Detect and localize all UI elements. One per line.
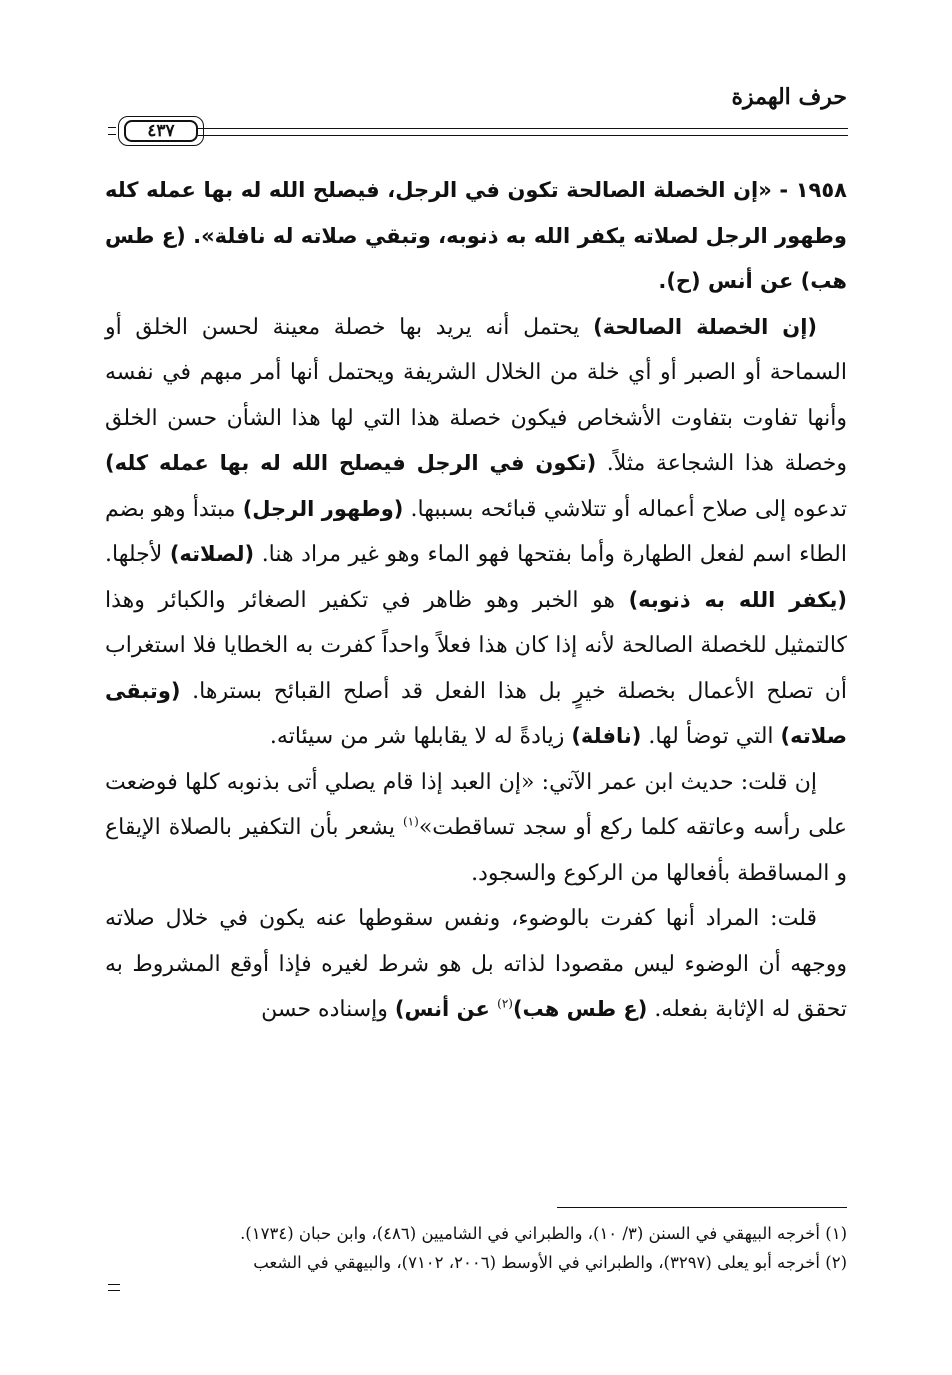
commentary-quote: (إن الخصلة الصالحة) [593,314,817,339]
commentary-quote: (لصلاته) [169,542,255,566]
entry-dash: - [771,178,796,202]
answer-text-end: وإسناده حسن [261,997,395,1022]
answer-text: قلت: المراد أنها كفرت بالوضوء، ونفس سقوطها عنه يكون في خلال صلاته ووجهه أن الوضوء ليس مقصودا لذاته بل هو شرط لغيره فإذا أوقع المشروط به تحقق له الإثابة بفعله. [105,906,847,1022]
commentary-paragraph [105,305,847,760]
hadith-source: . (ع طس هب) عن أنس (ح). [105,223,847,293]
footnotes [105,1219,847,1277]
page-number: ٤٣٧ [124,120,198,142]
hadith-entry [105,168,847,305]
commentary-text: زيادةً له لا يقابلها شر من سيئاته. [269,724,572,749]
commentary-text: مبتدأ وهو بضم الطاء اسم لفعل الطهارة وأما بفتحها فهو الماء وهو غير مراد هنا. [105,496,848,567]
commentary-quote: (وتبقى صلاته) [105,678,847,748]
commentary-text: هو الخبر وهو ظاهر في تكفير الصغائر والكبائر وهذا كالتمثيل للخصلة الصالحة لأنه إذا كان هذا فعلاً واحداً كفرت به الخطايا فلا استغراب أن تصلح الأعمال بخصلة خيرٍ بل هذا الفعل قد أصلح القبائح بسترها. [105,587,847,704]
question-paragraph [105,760,847,897]
header-rule-dash [108,127,116,135]
footnote-rule [557,1207,847,1208]
footnote-1: (١) أخرجه البيهقي في السنن (٣/ ١٠)، والطبراني في الشاميين (٤٨٦)، وابن حبان (١٧٣٤). [240,1224,847,1243]
commentary-text: يحتمل أنه يريد بها خصلة معينة لحسن الخلق أو السماحة أو الصبر أو أي خلة من الخلال الشريفة ويحتمل أنها أمر مبهم في نفسه وأنها تفاوت بتفاوت الأشخاص فيكون خصلة هذا التي لها هذا الشأن حسن الخلق وخصلة هذا الشجاعة مثلاً. [105,314,847,476]
continuation-mark [108,1284,120,1291]
footnote-ref-1: (١) [402,814,419,829]
question-text: إن قلت: حديث ابن عمر الآتي: «إن العبد إذا قام يصلي أتى بذنوبه كلها فوضعت على رأسه وعاتقه كلما ركع أو سجد تساقطت» [105,769,847,840]
commentary-text: تدعوه إلى صلاح أعماله أو تتلاشي قبائحه بسببها. [403,496,847,522]
commentary-quote: (تكون في الرجل فيصلح الله له بها عمله كله) [105,451,597,475]
header-rule [108,120,848,144]
commentary-text: التي توضأ لها. [641,724,781,749]
commentary-text: لأجلها. [105,542,170,567]
hadith-text: «إن الخصلة الصالحة تكون في الرجل، فيصلح الله له بها عمله كله وطهور الرجل لصلاته يكفر الله به ذنوبه، وتبقي صلاته له نافلة» [105,178,847,248]
entry-number: ١٩٥٨ [795,178,847,202]
header-double-line [198,128,848,136]
answer-paragraph [105,896,847,1033]
page-header-title: حرف الهمزة [731,84,847,110]
answer-source-narrator: عن أنس) [394,997,498,1021]
commentary-quote: (يكفر الله به ذنوبه) [628,587,848,612]
footnote-2: (٢) أخرجه أبو يعلى (٣٢٩٧)، والطبراني في الأوسط (٢٠٠٦، ٧١٠٢)، والبيهقي في الشعب [253,1253,847,1272]
commentary-quote: (نافلة) [571,724,642,748]
commentary-quote: (وطهور الرجل) [242,496,404,521]
answer-source: (ع طس هب) [512,997,648,1021]
question-text-cont: يشعر بأن التكفير بالصلاة الإيقاع و المساقطة بأفعالها من الركوع والسجود. [105,815,847,886]
footnote-ref-2: (٢) [497,996,513,1011]
body-text [105,168,847,1033]
